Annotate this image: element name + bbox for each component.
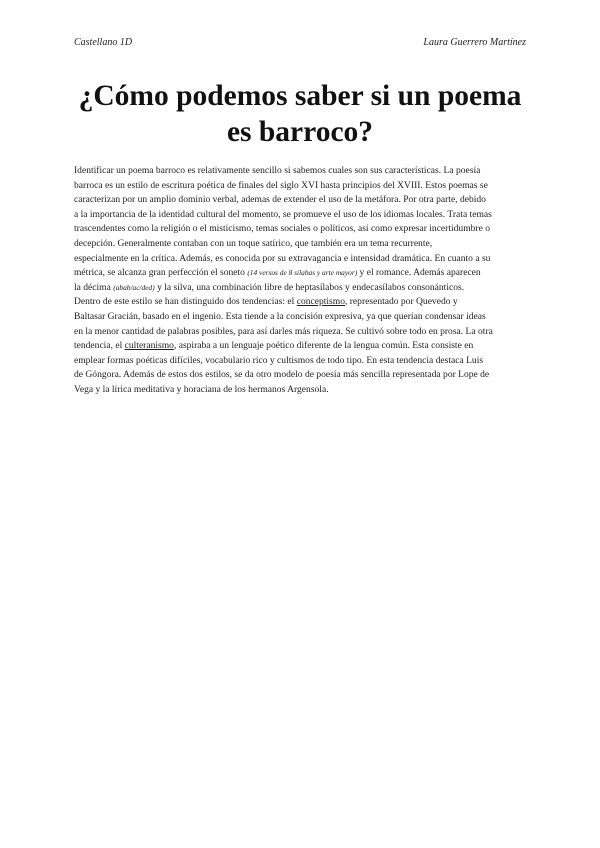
- title-line: ¿Cómo podemos saber si un poema: [78, 80, 522, 112]
- body-line: decepción. Generalmente contaban con un toque satírico, que también era un tema recurrente,: [74, 237, 433, 249]
- text-run: y la silva, una combinación libre de heptasílabos y endecasílabos consonánticos.: [154, 281, 465, 293]
- body-line: en la menor cantidad de palabras posibles, para así darles más riqueza. Se cultivó sobre todo en prosa. La otra: [74, 325, 493, 337]
- text-run: , aspiraba a un lenguaje poético diferente de la lengua común. Esta consiste en: [173, 340, 474, 352]
- body-line: caracterizan por un amplio dominio verbal, ademas de extender el uso de la metáfora. Por otra parte, debido: [74, 194, 486, 206]
- page-title: [60, 78, 540, 150]
- text-run: Dentro de este estilo se han distinguido dos tendencias: el: [74, 296, 297, 308]
- body-line: Baltasar Gracián, basado en el ingenio. Esta tiende a la concisión expresiva, ya que querían condensar ideas: [74, 310, 486, 322]
- body-line: especialmente en la crítica. Además, es conocida por su extravagancia e intensidad dramática. En cuanto a su: [74, 252, 491, 264]
- body-line: [74, 295, 528, 310]
- title-line: es barroco?: [226, 116, 374, 148]
- header-course: Castellano 1D: [74, 37, 133, 48]
- text-run: métrica, se alcanza gran perfección el soneto: [74, 267, 248, 279]
- body-line: [74, 266, 528, 281]
- text-run: la décima: [74, 281, 114, 293]
- body-line: a la importancia de la identidad cultural del momento, se promueve el uso de los idiomas locales. Trata temas: [74, 208, 492, 220]
- body-line: de Góngora. Además de estos dos estilos, se da otro modelo de poesía más sencilla representada por Lope de: [74, 369, 490, 381]
- body-paragraph: [74, 164, 528, 398]
- body-line: [74, 339, 528, 354]
- body-line: barroca es un estilo de escritura poética de finales del siglo XVI hasta principios del XVIII. Estos poemas se: [74, 179, 488, 191]
- body-line: Identificar un poema barroco es relativamente sencillo si sabemos cuales son sus características. La poesía: [74, 165, 481, 176]
- body-line: emplear formas poéticas difíciles, vocabulario rico y cultismos de todo tipo. En esta tendencia destaca Luis: [74, 354, 484, 366]
- term-culteranismo: culteranismo: [124, 340, 174, 352]
- text-run: y el romance. Además aparecen: [357, 267, 481, 279]
- rhyme-scheme-note: (abab/ac/ded): [113, 282, 155, 292]
- body-line: [74, 281, 528, 296]
- text-run: tendencia, el: [74, 340, 125, 352]
- text-run: , representado por Quevedo y: [344, 296, 458, 308]
- body-line: Vega y la lírica meditativa y horaciana de los hermanos Argensola.: [74, 383, 329, 395]
- sonnet-note: (14 versos de 8 sílabas y arte mayor): [247, 268, 358, 278]
- term-conceptismo: conceptismo: [296, 296, 345, 308]
- header-author: Laura Guerrero Martínez: [423, 37, 526, 48]
- body-line: trascendentes como la religión o el misticismo, temas sociales o políticos, así como expresar incertidumbre o: [74, 223, 490, 235]
